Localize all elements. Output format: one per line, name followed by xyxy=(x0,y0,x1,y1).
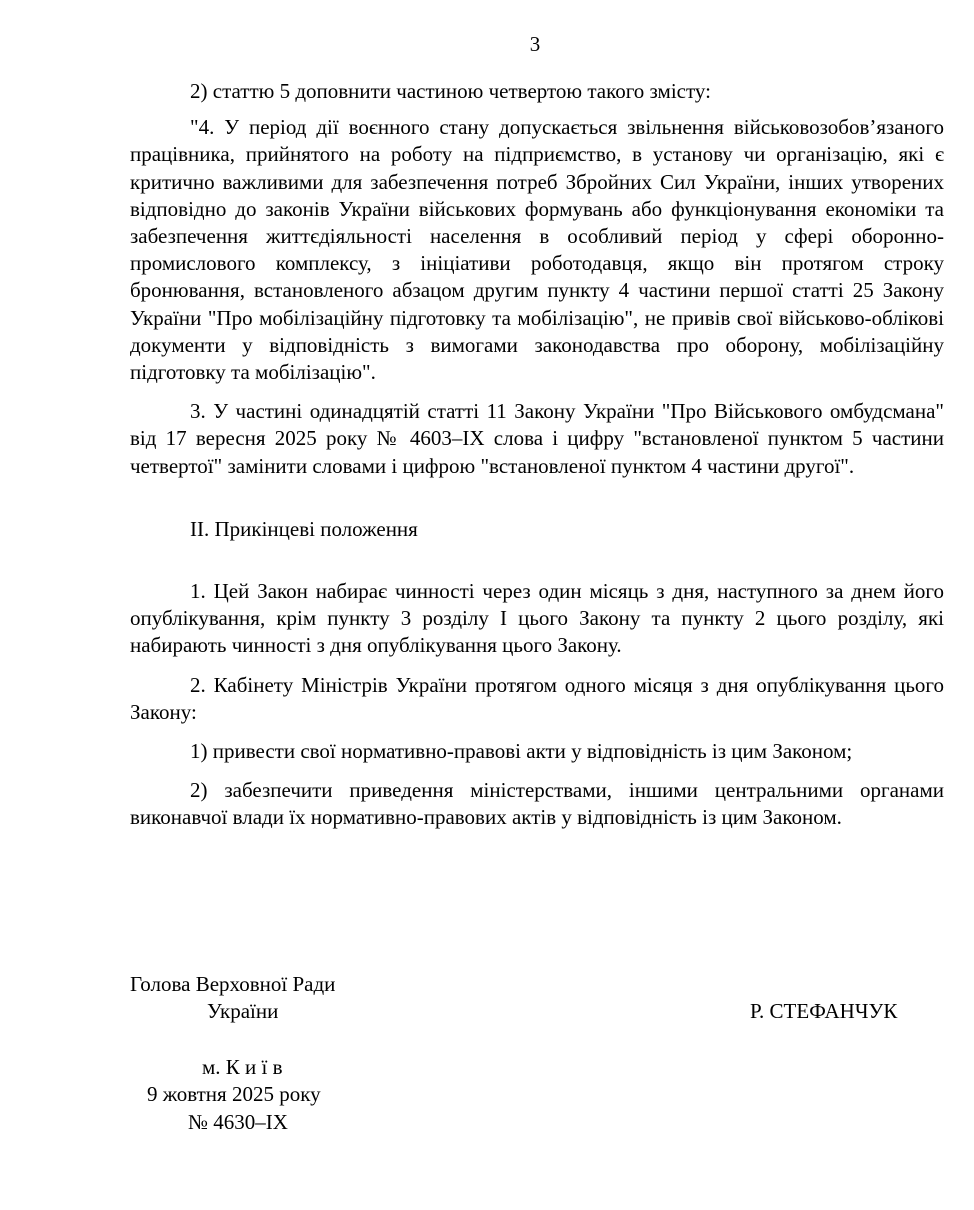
paragraph-item-3-ombudsman: 3. У частині одинадцятій статті 11 Закону України "Про Військового омбудсмана" від 17 вересня 2025 року № 4603–IX слова і цифру "встановленої пунктом 5 частини четвертої" замінити словами і цифрою "встановленої пунктом 4 частини другої". xyxy=(130,399,944,478)
section-heading-final-provisions: II. Прикінцеві положення xyxy=(190,516,418,541)
document-body xyxy=(130,78,944,832)
paragraph-new-part-4: "4. У період дії воєнного стану допускається звільнення військовозобов’язаного працівника, прийнятого на роботу на підприємство, в установу чи організацію, які є критично важливими для забезпечення потреб Збройних Сил України, інших утворених відповідно до законів України військових формувань або функціонування економіки та забезпечення життєдіяльності населення в особливий період у сфері оборонно-промислового комплексу, з ініціативи роботодавця, якщо він протягом строку бронювання, встановленого абзацом другим пункту 4 частини першої статті 25 Закону України "Про мобілізаційну підготовку та мобілізацію", не привів свої військово-облікові документи у відповідність з вимогами законодавства про оборону, мобілізаційну підготовку та мобілізацію". xyxy=(130,115,944,385)
signatory-title-line2: України xyxy=(207,999,279,1023)
adoption-date: 9 жовтня 2025 року xyxy=(147,1082,321,1106)
paragraph-cabinet-item-1: 1) привести свої нормативно-правові акти у відповідність із цим Законом; xyxy=(190,739,853,764)
signatory-title-line1: Голова Верховної Ради xyxy=(130,972,336,996)
paragraph-cabinet-instructions: 2. Кабінету Міністрів України протягом одного місяця з дня опублікування цього Закону: xyxy=(130,672,944,724)
law-number: № 4630–IX xyxy=(188,1110,288,1134)
signatory-name: Р. СТЕФАНЧУК xyxy=(750,999,898,1023)
city: м. К и ї в xyxy=(202,1055,283,1079)
page-number: 3 xyxy=(529,32,541,56)
paragraph-amend-article-5: 2) статтю 5 доповнити частиною четвертою такого змісту: xyxy=(190,79,711,103)
paragraph-cabinet-item-2: 2) забезпечити приведення міністерствами, іншими центральними органами виконавчої влади їх нормативно-правових актів у відповідність із цим Законом. xyxy=(130,778,944,830)
paragraph-entry-into-force: 1. Цей Закон набирає чинності через один місяць з дня, наступного за днем його опублікування, крім пункту 3 розділу I цього Закону та пункту 2 цього розділу, які набирають чинності з дня опублікування цього Закону. xyxy=(130,579,944,658)
